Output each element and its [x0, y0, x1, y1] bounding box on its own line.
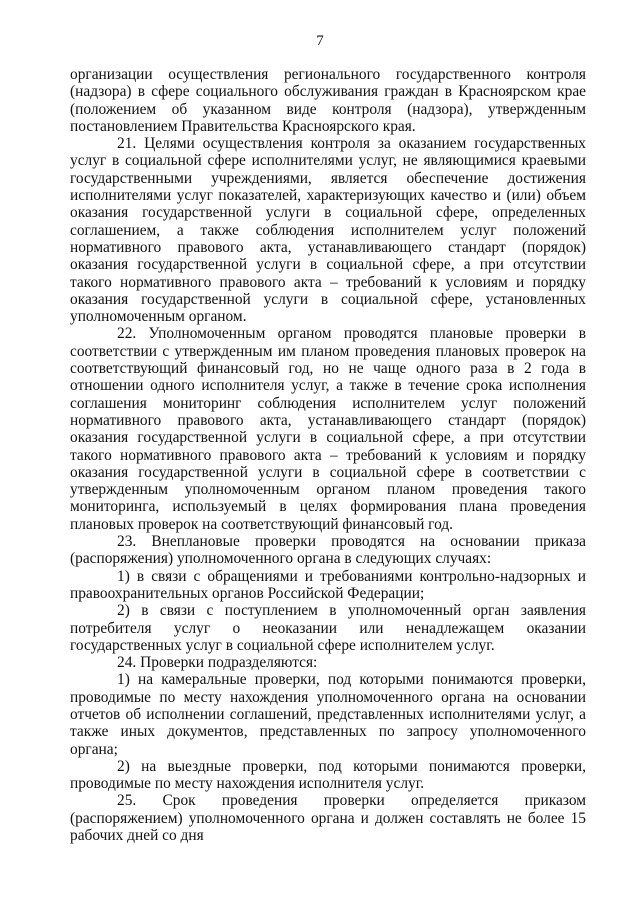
paragraph-item-24: 24. Проверки подразделяются:: [117, 654, 318, 672]
paragraph-item-24-subitem-1: 1) на камеральные проверки, под которыми понимаются проверки, проводимые по месту нахождения уполномоченного органа на основании отчетов об исполнении соглашений, представленных исполнителями услуг, а также иных документов, представленных по запросу уполномоченного органа;: [70, 671, 586, 758]
paragraph-item-23: 23. Внеплановые проверки проводятся на основании приказа (распоряжения) уполномоченного органа в следующих случаях:: [70, 533, 586, 568]
paragraph-item-22: 22. Уполномоченным органом проводятся плановые проверки в соответствии с утвержденным им планом проведения плановых проверок на соответствующий финансовый год, но не чаще одного раза в 2 года в отношении одного исполнителя услуг, а также в течение срока исполнения соглашения мониторинг соблюдения исполнителем услуг положений нормативного правового акта, устанавливающего стандарт (порядок) оказания государственной услуги в социальной сфере, а при отсутствии такого нормативного правового акта – требований к условиям и порядку оказания государственной услуги в социальной сфере в соответствии с утвержденным уполномоченным органом планом проведения такого мониторинга, используемый в целях формирования плана проведения плановых проверок на соответствующий финансовый год.: [70, 325, 586, 533]
paragraph-item-25: 25. Срок проведения проверки определяется приказом (распоряжением) уполномоченного органа и должен составлять не более 15 рабочих дней со дня: [70, 792, 586, 845]
paragraph-item-24-subitem-2: 2) на выездные проверки, под которыми понимаются проверки, проводимые по месту нахождения исполнителя услуг.: [70, 757, 586, 793]
paragraph-item-23-subitem-1: 1) в связи с обращениями и требованиями контрольно-надзорных и правоохранительных органов Российской Федерации;: [70, 567, 586, 602]
paragraph-item-23-subitem-2: 2) в связи с поступлением в уполномоченный орган заявления потребителя услуг о неоказании или ненадлежащем оказании государственных услуг в социальной сфере исполнителем услуг.: [70, 602, 586, 654]
page-number: 7: [316, 33, 324, 49]
paragraph-item-21: 21. Целями осуществления контроля за оказанием государственных услуг в социальной сфере исполнителями услуг, не являющимися краевыми государственными учреждениями, является обеспечение достижения исполнителями услуг показателей, характеризующих качество и (или) объем оказания государственной услуги в социальной сфере, определенных соглашением, а также соблюдения исполнителем услуг положений нормативного правового акта, устанавливающего стандарт (порядок) оказания государственной услуги в социальной сфере, а при отсутствии такого нормативного правового акта – требований к условиям и порядку оказания государственной услуги в социальной сфере, установленных уполномоченным органом.: [70, 135, 586, 326]
document-body: [70, 66, 586, 844]
paragraph-continuation: организации осуществления регионального государственного контроля (надзора) в сфере социального обслуживания граждан в Красноярском крае (положением об указанном виде контроля (надзора), утвержденным постановлением Правительства Красноярского края.: [70, 66, 586, 135]
